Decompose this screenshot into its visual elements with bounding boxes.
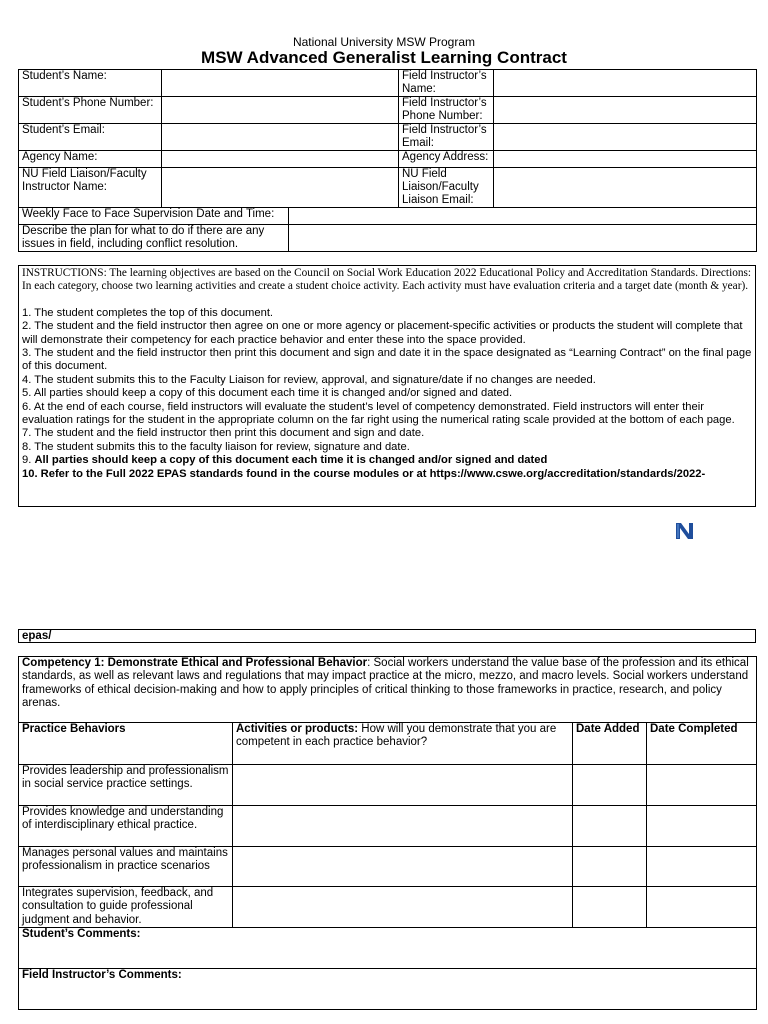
activities-header-text: How will you demonstrate that you are competent in each practice behavior? bbox=[236, 723, 557, 749]
instructions-box bbox=[18, 265, 756, 507]
conflict-plan-label: Describe the plan for what to do if there are any issues in field, including conflict resolution. bbox=[19, 225, 289, 252]
field-instructor-email-field[interactable] bbox=[494, 124, 757, 151]
activities-header bbox=[233, 723, 573, 765]
date-completed-field[interactable] bbox=[647, 847, 757, 887]
date-added-field[interactable] bbox=[573, 765, 647, 806]
practice-behavior: Provides leadership and professionalism in social service practice settings. bbox=[19, 765, 233, 806]
agency-address-label: Agency Address: bbox=[399, 151, 494, 168]
instruction-step: 6. At the end of each course, field instructors will evaluate the student’s level of competency demonstrated. Field instructors will enter their evaluation ratings for the student in the appropriate column on the far right using the numerical rating scale provided at the bottom of each page. bbox=[22, 400, 735, 427]
student-email-label: Student’s Email: bbox=[19, 124, 162, 151]
practice-behavior: Manages personal values and maintains professionalism in practice scenarios bbox=[19, 847, 233, 887]
activity-field[interactable] bbox=[233, 887, 573, 928]
student-phone-field[interactable] bbox=[162, 97, 399, 124]
agency-name-label: Agency Name: bbox=[19, 151, 162, 168]
date-completed-header: Date Completed bbox=[647, 723, 757, 765]
instruction-step-10: 10. Refer to the Full 2022 EPAS standards found in the course modules or at https://www.cswe.org/accreditation/standards/2022- bbox=[22, 467, 706, 480]
liaison-name-label: NU Field Liaison/Faculty Instructor Name: bbox=[19, 168, 162, 208]
instruction-step: 8. The student submits this to the faculty liaison for review, signature and date. bbox=[22, 440, 410, 453]
liaison-email-field[interactable] bbox=[494, 168, 757, 208]
liaison-name-field[interactable] bbox=[162, 168, 399, 208]
field-instructor-name-field[interactable] bbox=[494, 70, 757, 97]
activities-header-bold: Activities or products: bbox=[236, 723, 359, 735]
supervision-field[interactable] bbox=[289, 208, 757, 225]
practice-behaviors-header: Practice Behaviors bbox=[19, 723, 233, 765]
field-instructor-phone-field[interactable] bbox=[494, 97, 757, 124]
instruction-step: 4. The student submits this to the Faculty Liaison for review, approval, and signature/date if no changes are needed. bbox=[22, 373, 596, 386]
date-added-field[interactable] bbox=[573, 806, 647, 847]
activity-field[interactable] bbox=[233, 806, 573, 847]
instruction-step: 5. All parties should keep a copy of this document each time it is changed and/or signed and dated. bbox=[22, 387, 513, 400]
date-added-field[interactable] bbox=[573, 847, 647, 887]
instruction-step: 3. The student and the field instructor then print this document and sign and date it in the space designated as “Learning Contract” on the final page of this document. bbox=[22, 347, 752, 373]
instruction-step: 2. The student and the field instructor then agree on one or more agency or placement-specific activities or products the student will complete that will demonstrate their competency for each practice behavior and enter these into the space provided. bbox=[22, 320, 743, 346]
field-instructor-phone-label: Field Instructor’s Phone Number: bbox=[399, 97, 494, 124]
field-instructor-name-label: Field Instructor’s Name: bbox=[399, 70, 494, 97]
instruction-step: 7. The student and the field instructor then print this document and sign and date. bbox=[22, 427, 425, 440]
instruction-step: 1. The student completes the top of this document. bbox=[22, 306, 274, 319]
date-completed-field[interactable] bbox=[647, 887, 757, 928]
student-info-table bbox=[18, 69, 757, 208]
practice-behavior: Provides knowledge and understanding of interdisciplinary ethical practice. bbox=[19, 806, 233, 847]
activity-field[interactable] bbox=[233, 847, 573, 887]
field-instructor-comments-field[interactable]: Field Instructor’s Comments: bbox=[19, 969, 757, 1010]
student-name-label: Student’s Name: bbox=[19, 70, 162, 97]
supervision-table bbox=[18, 207, 757, 252]
epas-url-continuation: epas/ bbox=[18, 629, 756, 643]
student-email-field[interactable] bbox=[162, 124, 399, 151]
student-name-field[interactable] bbox=[162, 70, 399, 97]
student-comments-field[interactable]: Student’s Comments: bbox=[19, 928, 757, 969]
liaison-email-label: NU Field Liaison/Faculty Liaison Email: bbox=[399, 168, 494, 208]
step-9-text: All parties should keep a copy of this document each time it is changed and/or signed and dated bbox=[34, 454, 548, 467]
competency-title: Competency 1: Demonstrate Ethical and Professional Behavior bbox=[22, 657, 368, 669]
agency-address-field[interactable] bbox=[494, 151, 757, 168]
program-name: National University MSW Program bbox=[292, 35, 476, 49]
agency-name-field[interactable] bbox=[162, 151, 399, 168]
student-phone-label: Student’s Phone Number: bbox=[19, 97, 162, 124]
practice-behavior: Integrates supervision, feedback, and consultation to guide professional judgment and behavior. bbox=[19, 887, 233, 928]
supervision-label: Weekly Face to Face Supervision Date and Time: bbox=[19, 208, 289, 225]
competency-description-cell bbox=[19, 657, 757, 723]
instruction-step-9 bbox=[22, 454, 752, 467]
date-completed-field[interactable] bbox=[647, 765, 757, 806]
competency-description: : Social workers understand the value base of the profession and its ethical standards, as well as relevant laws and regulations that may impact practice at the micro, mezzo, and macro levels. Social workers understand frameworks of ethical decision-making and how to apply principles of critical thinking to those frameworks in practice, research, and policy arenas. bbox=[22, 657, 749, 710]
field-instructor-email-label: Field Instructor’s Email: bbox=[399, 124, 494, 151]
competency-1-table bbox=[18, 656, 757, 1010]
instructions-intro: INSTRUCTIONS: The learning objectives are based on the Council on Social Work Education 2022 Educational Policy and Accreditation Standards. Directions: In each category, choose two learning activities and create a student choice activity. Each activity must have evaluation criteria and a target date (month & year). bbox=[22, 267, 752, 293]
activity-field[interactable] bbox=[233, 765, 573, 806]
date-added-header: Date Added bbox=[573, 723, 647, 765]
page-title: MSW Advanced Generalist Learning Contract bbox=[201, 48, 567, 67]
step-9-number: 9. bbox=[22, 454, 32, 467]
date-completed-field[interactable] bbox=[647, 806, 757, 847]
national-university-logo-icon bbox=[674, 521, 696, 541]
conflict-plan-field[interactable] bbox=[289, 225, 757, 252]
date-added-field[interactable] bbox=[573, 887, 647, 928]
